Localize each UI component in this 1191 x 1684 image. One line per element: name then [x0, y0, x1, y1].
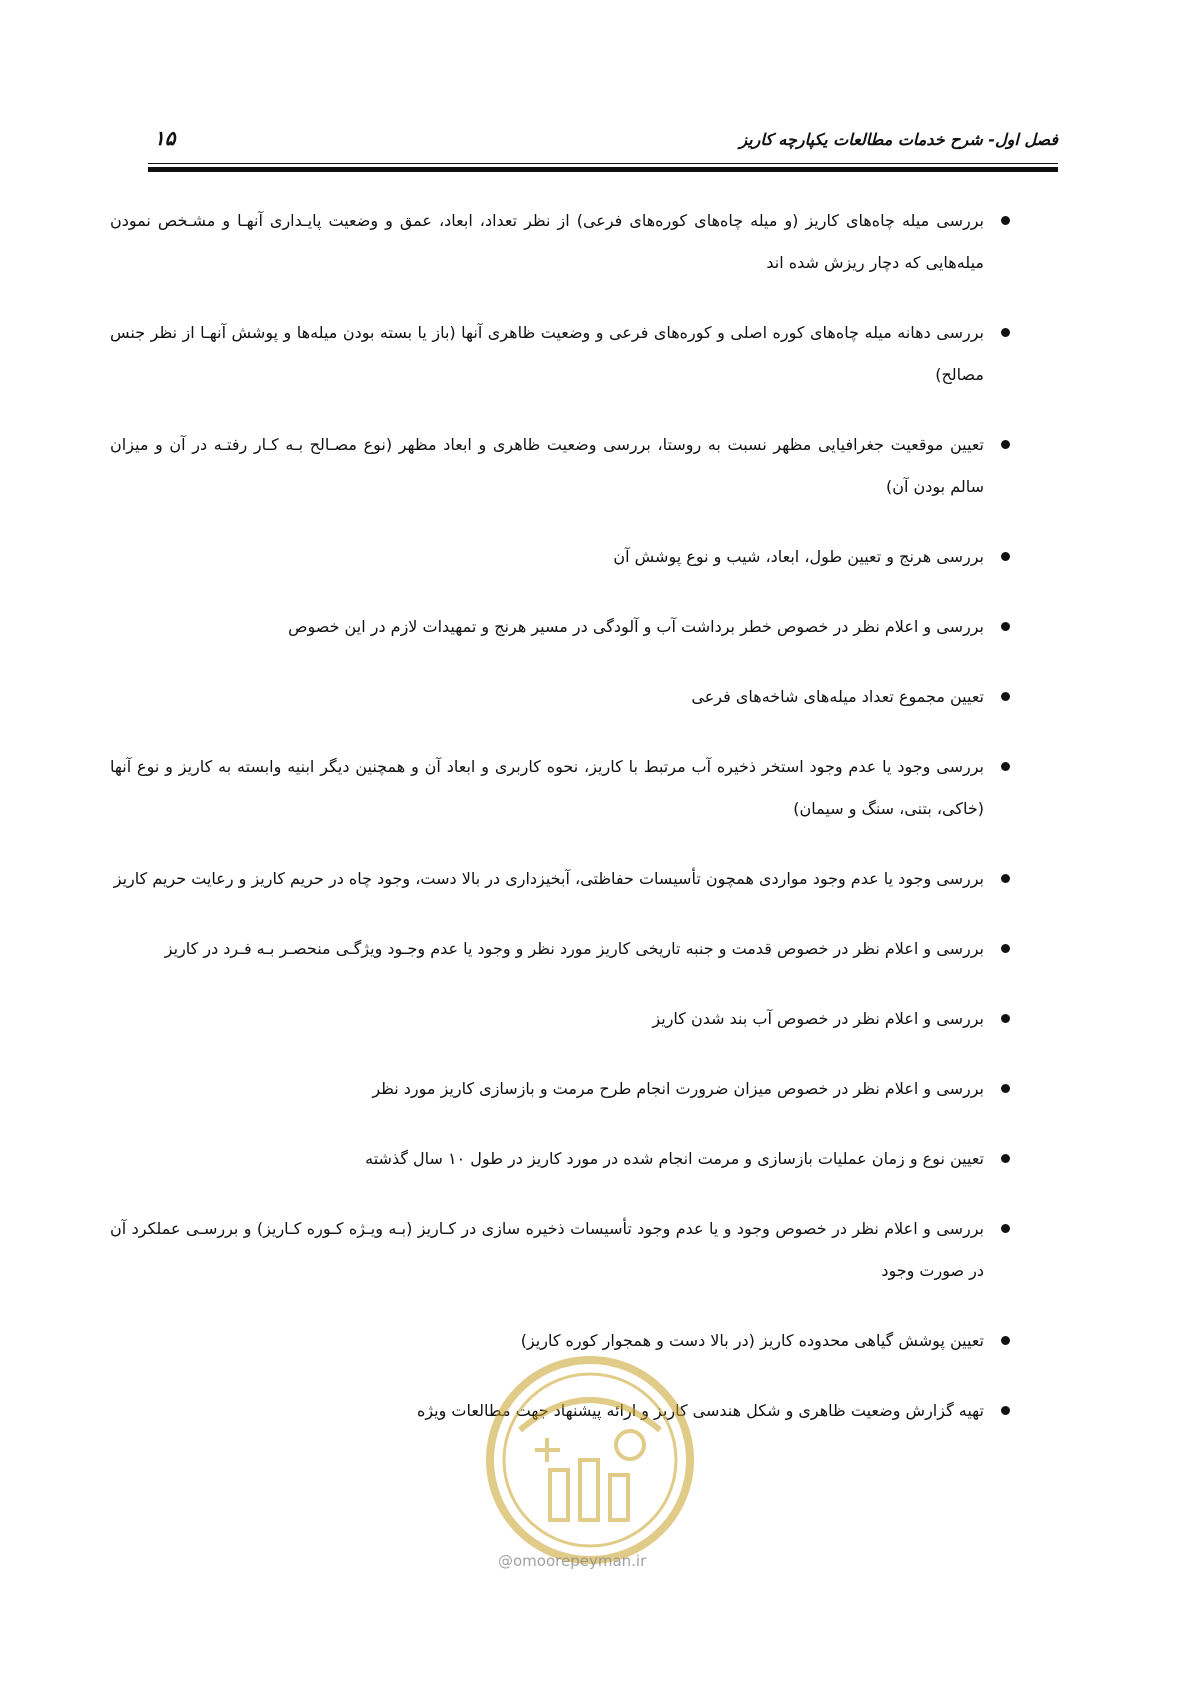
bullet-icon: [1001, 944, 1010, 953]
list-item-text: تعیین مجموع تعداد میله‌های شاخه‌های فرعی: [691, 687, 984, 706]
bullet-icon: [1001, 622, 1010, 631]
list-item: [110, 606, 1014, 648]
list-item: [110, 1068, 1014, 1110]
bullet-icon: [1001, 762, 1010, 771]
list-item: [110, 312, 1014, 396]
bullet-icon: [1001, 328, 1010, 337]
bullet-list: [110, 200, 1014, 1432]
bullet-icon: [1001, 1406, 1010, 1415]
list-item-text: بررسی و اعلام نظر در خصوص میزان ضرورت انجام طرح مرمت و بازسازی کاریز مورد نظر: [372, 1079, 984, 1098]
list-item: [110, 676, 1014, 718]
list-item: [110, 858, 1014, 900]
list-item: [110, 200, 1014, 284]
list-item-text: بررسی و اعلام نظر در خصوص قدمت و جنبه تاریخی کاریز مورد نظر و وجود یا عدم وجـود ویژگـی منحصـر بـه فـرد در کاریز: [164, 939, 984, 958]
list-item-text: بررسی و اعلام نظر در خصوص آب بند شدن کاریز: [652, 1009, 984, 1028]
list-item: [110, 998, 1014, 1040]
list-item-text: بررسی هرنج و تعیین طول، ابعاد، شیب و نوع پوشش آن: [613, 547, 984, 566]
list-item-text: تعیین موقعیت جغرافیایی مظهر نسبت به روستا، بررسی وضعیت ظاهری و ابعاد مظهر (نوع مصـالح بـه کـار رفتـه در آن و میزان سالم بودن آن): [110, 435, 984, 496]
bullet-icon: [1001, 692, 1010, 701]
list-item-text: تهیه گزارش وضعیت ظاهری و شکل هندسی کاریز و ارائه پیشنهاد جهت مطالعات ویژه: [416, 1401, 984, 1420]
list-item: [110, 1208, 1014, 1292]
list-item-text: بررسی وجود یا عدم وجود مواردی همچون تأسیسات حفاظتی، آبخیزداری در بالا دست، وجود چاه در حریم کاریز و رعایت حریم کاریز: [113, 869, 984, 888]
page-header: [148, 118, 1058, 158]
bullet-icon: [1001, 1014, 1010, 1023]
bullet-icon: [1001, 216, 1010, 225]
header-rule-thin: [148, 163, 1058, 164]
bullet-icon: [1001, 874, 1010, 883]
list-item: [110, 1138, 1014, 1180]
list-item: [110, 1390, 1014, 1432]
bullet-icon: [1001, 1224, 1010, 1233]
list-item-text: بررسی و اعلام نظر در خصوص وجود و یا عدم وجود تأسیسات ذخیره سازی در کـاریز (بـه ویـژه کـوره کـاریز) و بررسـی عملکرد آن در صورت وجود: [110, 1219, 984, 1280]
list-item-text: بررسی وجود یا عدم وجود استخر ذخیره آب مرتبط با کاریز، نحوه کاربری و ابعاد آن و همچنین دیگر ابنیه وابسته به کاریز و نوع آنها (خاکی، بتنی، سنگ و سیمان): [110, 757, 984, 818]
bullet-icon: [1001, 552, 1010, 561]
list-item-text: تعیین نوع و زمان عملیات بازسازی و مرمت انجام شده در مورد کاریز در طول ۱۰ سال گذشته: [365, 1149, 984, 1168]
chapter-title: فصل اول- شرح خدمات مطالعات یکپارچه کاریز: [739, 130, 1058, 149]
list-item-text: بررسی دهانه میله چاه‌های کوره اصلی و کوره‌های فرعی و وضعیت ظاهری آنها (باز یا بسته بودن میله‌ها و پوشش آنهـا از نظر جنس مصالح): [110, 323, 984, 384]
page-number: ۱۵: [154, 126, 176, 150]
document-body: [110, 200, 1014, 1460]
bullet-icon: [1001, 1154, 1010, 1163]
list-item-text: تعیین پوشش گیاهی محدوده کاریز (در بالا دست و همجوار کوره کاریز): [520, 1331, 984, 1350]
list-item: [110, 928, 1014, 970]
watermark-url: @omoorepeyman.ir: [498, 1552, 647, 1570]
list-item: [110, 536, 1014, 578]
header-rule-thick: [148, 167, 1058, 172]
list-item-text: بررسی و اعلام نظر در خصوص خطر برداشت آب و آلودگی در مسیر هرنج و تمهیدات لازم در این خصوص: [288, 617, 984, 636]
list-item: [110, 424, 1014, 508]
list-item: [110, 1320, 1014, 1362]
list-item-text: بررسی میله چاه‌های کاریز (و میله چاه‌های کوره‌های فرعی) از نظر تعداد، ابعاد، عمق و وضعیت پایـداری آنهـا و مشـخص نمودن میله‌هایی که دچار ریزش شده اند: [110, 211, 984, 272]
bullet-icon: [1001, 1084, 1010, 1093]
bullet-icon: [1001, 440, 1010, 449]
list-item: [110, 746, 1014, 830]
bullet-icon: [1001, 1336, 1010, 1345]
